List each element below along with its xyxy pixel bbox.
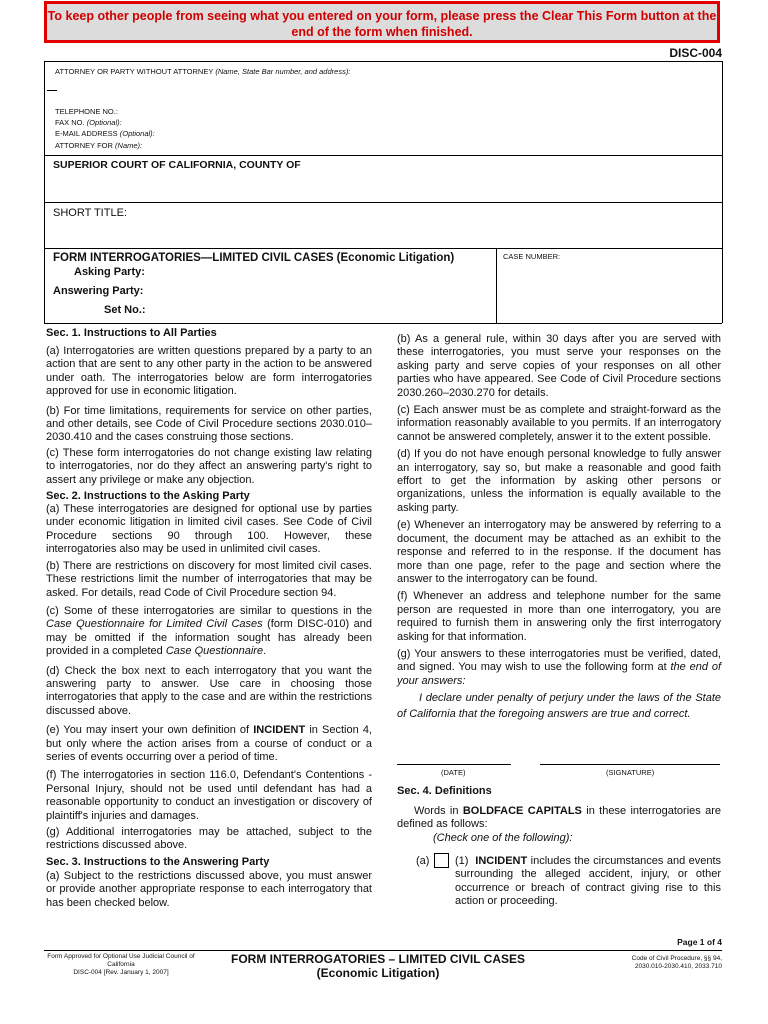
sec1-a: (a) Interrogatories are written questions prepared by a party to an action that are sent to any other party in the action to be answered under oath. The interrogatories below are form interrogatories approved for use in economic litigation. [46,345,372,398]
fax-label[interactable]: FAX NO. (Optional): [55,118,122,127]
sec2-e: (e) You may insert your own definition of INCIDENT in Section 4, but only where the action arises from a course of conduct or a series of events occurring over a period of time. [46,724,372,763]
sec2-c: (c) Some of these interrogatories are similar to questions in the Case Questionnaire for Limited Civil Cases (form DISC-010) and may be omitted if the information sought has already been provided in a completed Case Questionnaire. [46,604,372,658]
divider-court [44,155,722,156]
sec3-c: (c) Each answer must be as complete and straight-forward as the information reasonably available to you permits. If an interrogatory cannot be answered completely, answer it to the extent possible. [397,404,721,443]
form-code: DISC-004 [669,46,722,60]
set-no-label[interactable]: Set No.: [104,304,146,316]
attorney-input-mark [47,90,57,91]
sec4-title: Sec. 4. Definitions [397,785,492,797]
header-top-border [44,61,722,62]
telephone-label[interactable]: TELEPHONE NO.: [55,107,118,116]
sec2-g: (g) Additional interrogatories may be attached, subject to the restrictions discussed above. [46,826,372,852]
asking-party-label[interactable]: Asking Party: [74,266,145,278]
sec2-a: (a) These interrogatories are designed for optional use by parties under economic litigation in limited civil cases. See Code of Civil Procedure sections 90 through 100. However, these interrogatories also may be used in unlimited civil cases. [46,503,372,556]
header-left-border [44,61,45,323]
footer-approved: Form Approved for Optional Use Judicial Council of California DISC-004 [Rev. January 1, 2007] [47,953,195,976]
sec1-b: (b) For time limitations, requirements for service on other parties, and other details, see Code of Civil Procedure sections 2030.010–2030.410 and the cases construing those sections. [46,404,372,444]
sec3-title: Sec. 3. Instructions to the Answering Party [46,855,270,868]
date-line[interactable] [397,764,511,765]
sec4-intro: Words in BOLDFACE CAPITALS in these interrogatories are defined as follows: [397,805,722,831]
sec4-a-label: (a) [416,855,430,867]
sec1-c: (c) These form interrogatories do not change existing law relating to interrogatories, nor do they affect an answering party's right to assert any privilege or make any objection. [46,446,372,486]
sec1-title: Sec. 1. Instructions to All Parties [46,327,217,339]
signature-label: (SIGNATURE) [606,768,655,777]
sec2-title: Sec. 2. Instructions to the Asking Party [46,490,250,503]
sec4-check-instruction: (Check one of the following): [433,832,573,844]
form-title: FORM INTERROGATORIES—LIMITED CIVIL CASES (Economic Litigation) [53,252,455,264]
footer-rule [44,950,722,951]
date-label: (DATE) [441,768,466,777]
attorney-for-label[interactable]: ATTORNEY FOR (Name): [55,141,143,150]
sec3-a: (a) Subject to the restrictions discussed above, you must answer or provide another appropriate response to each interrogatory that has been checked below. [46,869,372,909]
header-right-border [722,61,723,323]
sec2-f: (f) The interrogatories in section 116.0, Defendant's Contentions - Personal Injury, should not be used until defendant has had a reasonable opportunity to conduct an investigation or discovery of plaintiff's injuries and damages. [46,769,372,822]
header-bottom-border [44,323,722,324]
incident-definition-checkbox[interactable] [434,853,449,868]
declaration: I declare under penalty of perjury under the laws of the State of California that the foregoing answers are true and correct. [397,692,721,720]
divider-case-number [496,248,497,323]
footer-title: FORM INTERROGATORIES – LIMITED CIVIL CASES (Economic Litigation) [230,952,526,980]
attorney-label: ATTORNEY OR PARTY WITHOUT ATTORNEY (Name, State Bar number, and address): [55,67,351,76]
page-number: Page 1 of 4 [677,937,722,947]
divider-short-title [44,202,722,203]
sec4-a-text: (1) INCIDENT includes the circumstances and events surrounding the alleged accident, injury, or other occurrence or breach of contract giving rise to this action or proceeding. [455,855,722,908]
footer-code: Code of Civil Procedure, §§ 94, 2030.010-2030.410, 2033.710 [631,955,722,970]
divider-title [44,248,722,249]
short-title-label[interactable]: SHORT TITLE: [53,207,127,219]
answering-party-label[interactable]: Answering Party: [53,285,144,297]
clear-form-notice: To keep other people from seeing what you entered on your form, please press the Clear This Form button at the end of the form when finished. [44,1,720,43]
sec3-g: (g) Your answers to these interrogatories must be verified, dated, and signed. You may wish to use the following form at the end of your answers: [397,647,721,687]
signature-line[interactable] [540,764,720,765]
sec3-e: (e) Whenever an interrogatory may be answered by referring to a document, the document may be attached as an exhibit to the response and referred to in the response. If the document has more than one page, refer to the page and section where the answer to the interrogatory can be found. [397,519,721,585]
sec2-b: (b) There are restrictions on discovery for most limited civil cases. These restrictions limit the number of interrogatories that may be asked. For details, read Code of Civil Procedure section 94. [46,559,372,599]
left-column [46,327,372,910]
right-column [397,333,721,722]
sec2-d: (d) Check the box next to each interrogatory that you want the answering party to answer. Use care in choosing those interrogatories that apply to the case and are within the restrictions discussed above. [46,664,372,717]
court-label[interactable]: SUPERIOR COURT OF CALIFORNIA, COUNTY OF [53,159,301,171]
sec3-f: (f) Whenever an address and telephone number for the same person are requested in more than one interrogatory, you are required to furnish them in answering only the first interrogatory asking for that information. [397,590,721,643]
email-label[interactable]: E-MAIL ADDRESS (Optional): [55,129,155,138]
case-number-label[interactable]: CASE NUMBER: [503,252,561,261]
sec3-d: (d) If you do not have enough personal knowledge to fully answer an interrogatory, say so, but make a reasonable and good faith effort to get the information by asking other persons or organizations, unless the information is equally available to the asking party. [397,448,721,514]
sec3-b: (b) As a general rule, within 30 days after you are served with these interrogatories, you must serve your responses on the asking party and serve copies of your responses on all other parties who have appeared. See Code of Civil Procedure sections 2030.260–2030.270 for details. [397,333,721,399]
